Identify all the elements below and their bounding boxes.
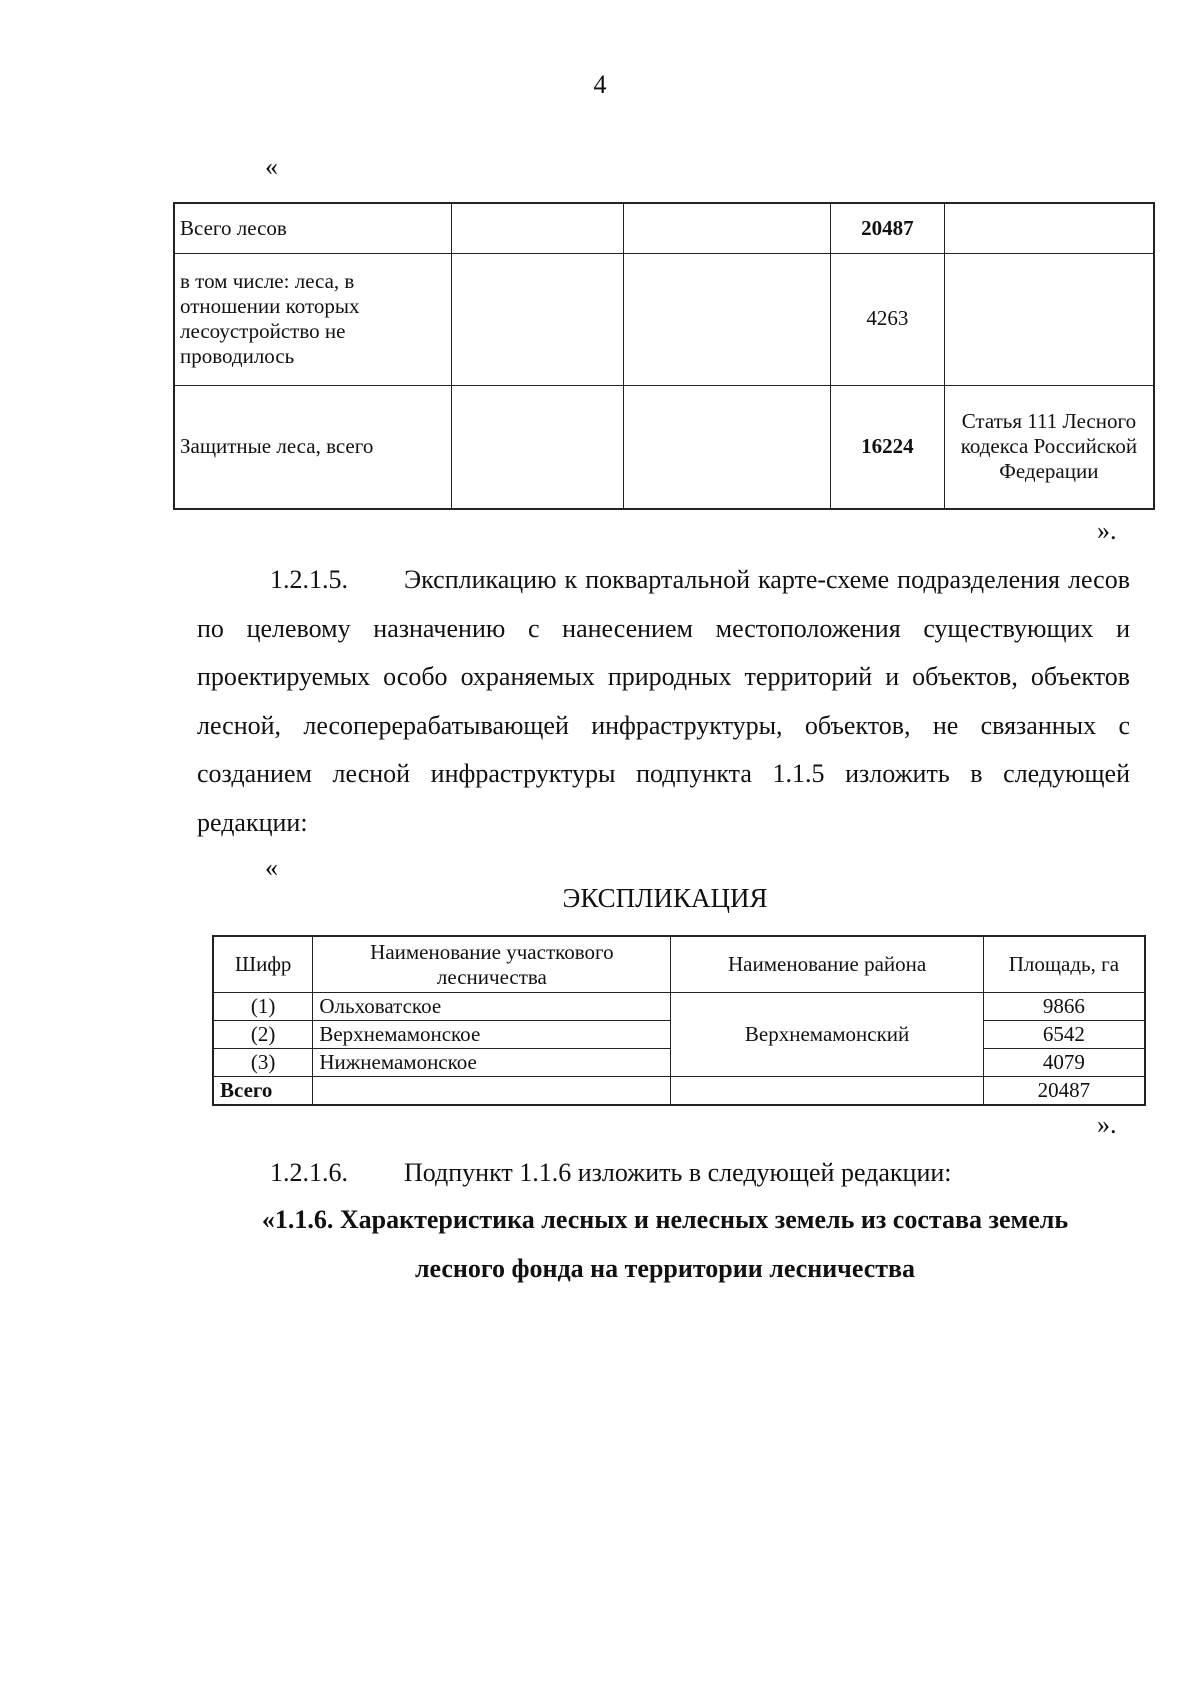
total-label: Всего [213, 1077, 313, 1106]
cell-code: (2) [213, 1021, 313, 1049]
cell-forestry: Нижнемамонское [313, 1049, 671, 1077]
cell-area: 4079 [983, 1049, 1145, 1077]
row-label: в том числе: леса, в отношении которых лесоустройство не проводилось [174, 253, 452, 385]
header-district: Наименование района [671, 936, 983, 993]
total-row [213, 1077, 1145, 1106]
page-number: 4 [593, 70, 607, 99]
cell-district: Верхнемамонский [671, 993, 983, 1077]
section-text: Подпункт 1.1.6 изложить в следующей редакции: [404, 1158, 952, 1187]
cell-code: (3) [213, 1049, 313, 1077]
header-row [213, 936, 1145, 993]
section-number: 1.2.1.5. [270, 565, 348, 594]
table-row [174, 253, 1154, 385]
row-label: Защитные леса, всего [174, 385, 452, 509]
close-quote: ». [1097, 1110, 1117, 1139]
table-row [174, 385, 1154, 509]
heading-1-1-6-line2: лесного фонда на территории лесничества [414, 1254, 916, 1283]
section-text: Экспликацию к поквартальной карте-схеме подразделения лесов по целевому назначению с нанесением местоположения существующих и проектируемых особо охраняемых природных территорий и объектов, объектов лесной, лесоперерабатывающей инфраструктуры, объектов, не связанных с созданием лесной инфраструктуры подпункта 1.1.5 изложить в следующей редакции: [197, 565, 1130, 837]
total-area: 20487 [983, 1077, 1145, 1106]
cell-area: 9866 [983, 993, 1145, 1021]
section-1-2-1-6 [197, 1158, 1130, 1188]
header-area: Площадь, га [983, 936, 1145, 993]
row-value: 4263 [830, 253, 944, 385]
row-label: Всего лесов [174, 203, 452, 253]
section-1-2-1-5 [197, 556, 1130, 847]
table-row [213, 993, 1145, 1021]
open-quote: « [265, 152, 278, 181]
row-value: 16224 [830, 385, 944, 509]
open-quote: « [265, 853, 278, 882]
header-forestry: Наименование участкового лесничества [313, 936, 671, 993]
cell-forestry: Верхнемамонское [313, 1021, 671, 1049]
table-row [174, 203, 1154, 253]
cell-area: 6542 [983, 1021, 1145, 1049]
explication-title: ЭКСПЛИКАЦИЯ [562, 883, 768, 913]
forest-summary-table [173, 202, 1155, 510]
row-value: 20487 [830, 203, 944, 253]
cell-code: (1) [213, 993, 313, 1021]
header-code: Шифр [213, 936, 313, 993]
close-quote: ». [1097, 516, 1117, 545]
section-number: 1.2.1.6. [270, 1158, 348, 1187]
explication-table [212, 935, 1146, 1106]
heading-1-1-6-line1: «1.1.6. Характеристика лесных и нелесных земель из состава земель [261, 1205, 1069, 1234]
row-note: Статья 111 Лесного кодекса Российской Федерации [944, 385, 1154, 509]
cell-forestry: Ольховатское [313, 993, 671, 1021]
